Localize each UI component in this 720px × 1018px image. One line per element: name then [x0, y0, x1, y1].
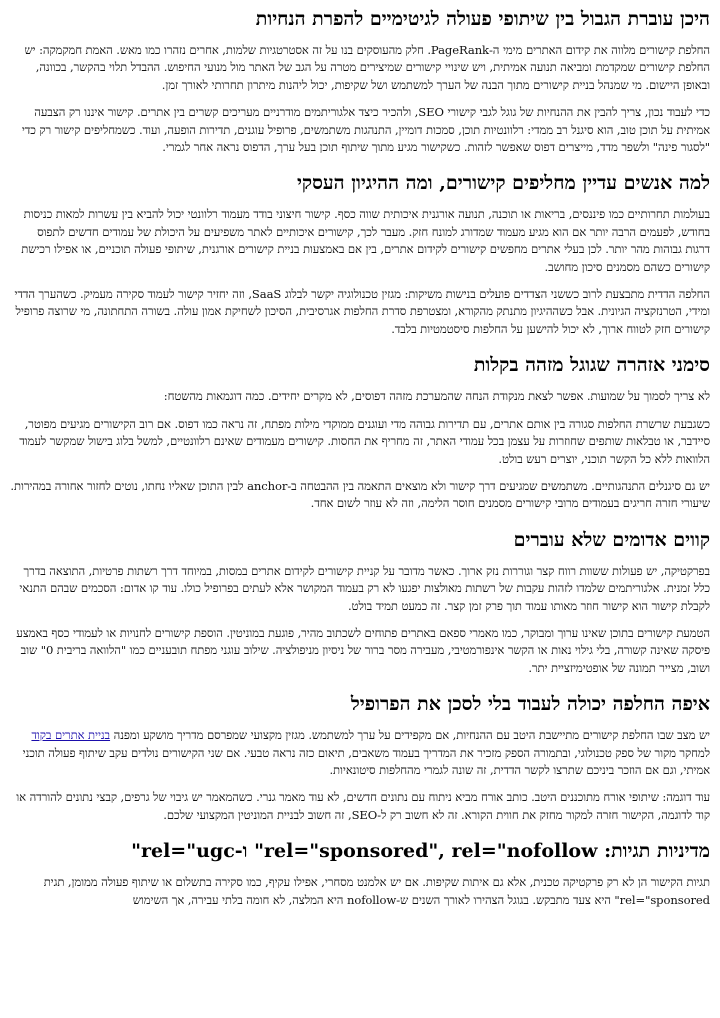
- section-4-paragraph-2: עוד דוגמה: שיתופי אורח מתוכננים היטב. כותב אורח מביא ניתוח עם נתונים חדשים, לא עוד מאמר גנרי. כשהמאמר יש גיבוי של גרפים, קבצי נתונים להורדה או קוד לדוגמה, הקישור חזרה למקור מחזק את חווית הקורא. זה לא חשוב רק ל-SEO, זה חשוב לבניית המוניטין המקצועי שלכם.: [16, 790, 710, 822]
- section-heading-warning-signs: סימני אזהרה שגוגל מזהה בקלות: [473, 354, 710, 377]
- article-title: היכן עוברת הגבול בין שיתופי פעולה לגיטימיים להפרת הנחיות: [255, 8, 710, 30]
- section-heading-red-lines: קווים אדומים שלא עוברים: [513, 528, 710, 551]
- section-3-paragraph-1: בפרקטיקה, יש פעולות ששוות רווח קצר וגוררות נזק ארוך. כאשר מדובר על קניית קישורים לקידום אתרים במסות, במיוחד דרך רשתות פרטיות, התוצאה בדרך כלל זמנית. אלגוריתמים שלמדו לזהות עקבות של רשתות מאולצות יפגעו לא רק בעמוד המקושר אלא לעתים בפרופיל כולו. עוד קו אדום: הסכמים שבהם התנאי לקבלת קישור הוא קישור חוזר מאותו עמוד תוך פרק זמן קצר. זה כמעט תמיד בולט.: [19, 563, 710, 613]
- section-3-paragraph-2: הטמעת קישורים בתוכן שאינו ערוך ומבוקר, כמו מאמרי ספאם באתרים פתוחים לשכתוב מהיר, פוגעת במוניטין. הוספת קישורים לחנויות או לעמודי כסף באמצע פיסקה שאינה קשורה, בלי גילוי נאות או הקשר אינפורמטיבי, מעבירה מסר ברור של ניסיון מניפולציה. שילוב עוגני מפתח תובעניים כמו "הלוואה בריבית 0" שוב ושוב, מצייר תמונה של אופטימיזציית יתר.: [16, 625, 710, 675]
- intro-paragraph-1: החלפת קישורים מלווה את קידום האתרים מימי ה-PageRank. חלק מהעוסקים בנו על זה אסטרטגיות שלמות, אחרים נזהרו כמו מאש. האמת חמקמקה: יש החלפת קישורים שמקדמת ומביאה תנועה אמיתית, ויש שינויי קישורים שמיצירים מטרה על הגב של האתר מול מנועי החיפוש. ההבדל תלוי בהקשר, בכוונה, ובאופן היישום. מי שמנהל בניית קישורים מתוך הבנה של הערך למשתמש ושל שקיפות, יכול ליהנות מיתרון תחרותי לאורך זמן.: [24, 43, 710, 92]
- website-building-link[interactable]: בניית אתרים בקוד: [31, 728, 111, 743]
- section-1-paragraph-2: החלפה הדדית מתבצעת לרוב כששני הצדדים פועלים בנישות משיקות: מגזין טכנולוגיה יקשר לבלוג SaaS, וזה יחזיר קישור לעמוד סקירה מעמיק. כשהערך הדדי ומידי, הטרנזקציה הגיונית. אבל כשההיגיון מתנתק מהקורא, ומצטרפת סדרת החלפות אגרסיבית, הסיכון לשחיקת אמון עולה. בשורה התחתונה, מי שרוצה פרופיל קישורים חזק לטווח ארוך, לא יכול להישען על החלפות סיסטמטיות בלבד.: [14, 287, 710, 336]
- section-heading-why-exchange: למה אנשים עדיין מחליפים קישורים, ומה ההיגיון העסקי: [296, 172, 710, 195]
- section-4-paragraph-1-start: יש מצב שבו החלפת קישורים מתיישבת היטב עם ההנחיות, אם מקפידים על ערך למשתמש. מגזין מקצועי שמפרסם מדריך מושקע ומפנה: [110, 728, 710, 743]
- section-5-paragraph-1: תגיות הקישור הן לא רק פרקטיקה טכנית, אלא גם איתות שקיפות. אם יש אלמנט מסחרי, אפילו עקיף, כמו סקירה בתשלום או שיתוף פעולה ממומן, תגית rel="sponsored" היא צעד מתבקש. בגוגל הצהירו לאורך השנים ש-nofollow היא המלצה, לא חומה בלתי עבירה, אך השימוש: [43, 875, 710, 907]
- intro-paragraph-2: כדי לעבוד נכון, צריך להבין את ההנחיות של גוגל לגבי קישורי SEO, ולהכיר כיצד אלגוריתמים מודרניים מעריכים קשרים בין אתרים. קישור איננו רק הצבעה אמיתית על תוכן טוב, הוא סיגנל רב ממדי: רלוונטיות תוכן, סמכות דומיין, התנהגות משתמשים, פרופיל עוגנים, תדירות הופעה, ועוד. כשמחליפים קישור רק כדי "לסגור פינה" ולשפר מדד, מייצרים דפוס שאפשר לזהות. כשקישור מגיע מתוך שיתוף תוכן בעל ערך, הדפוס נראה אחר לגמרי.: [21, 105, 710, 155]
- section-4-paragraph-1: [10, 727, 710, 779]
- section-2-paragraph-1: לא צריך לסמוך על שמועות. אפשר לצאת מנקודת הנחה שהמערכת מזהה דפוסים, לא מקרים יחידים. כמה דוגמאות מהשטח:: [163, 389, 710, 404]
- section-heading-safe-exchange: איפה החלפה יכולה לעבוד בלי לסכן את הפרופיל: [350, 693, 710, 716]
- section-1-paragraph-1: בעולמות תחרותיים כמו פיננסים, בריאות או תוכנה, תנועה אורגנית איכותית שווה כסף. קישור חיצוני בודד מעמוד רלוונטי יכול להביא בין עשרות למאות כניסות בחודש, לפעמים הרבה יותר אם הוא מגיע מעמוד שמדורג למונח חזק. מעבר לכך, קישורים איכותיים לאתר משפיעים על היכולת של עמודים חדשים לתפוס דרגות גבוהות מהר יותר. לכן בעלי אתרים מחפשים קישורים לקידום אתרים, בין אם באמצעות בניית קישורים אורגנית, שיתופי פעולה תוכניים, או אפילו רכישת קישורים כשהם מסמנים סיכון מחושב.: [21, 207, 710, 274]
- section-heading-rel-tags: מדיניות תגיות: rel="sponsored", rel="nofollow" ו-rel="ugc": [131, 840, 710, 863]
- section-2-paragraph-3: יש גם סיגנלים התנהגותיים. משתמשים שמגיעים דרך קישור ולא מוצאים התאמה בין ההבטחה ב-anchor לבין התוכן שאליו נחתו, נוטים לחזור אחורה במהירות. שיעורי חזרה חריגים בעמודים מרובי קישורים מסמנים חוסר הלימה, וזה לא עוזר לשום אחד.: [10, 478, 710, 511]
- section-2-paragraph-2: כשגבעת שרשרת החלפות סגורה בין אותם אתרים, עם תדירות גבוהה מדי ועוגנים ממוקדי מילות מפתח, זה נראה כמו דפוס. אם רוב הקישורים מגיעים מפוטר, סיידבר, או טבלאות שותפים שחוזרות על עצמן בכל עמודי האתר, זה מחריף את החסות. קישורים מעמודים שאינם רלוונטיים, למשל בלוג בישול שמקשר לעמוד הלוואות ללא כל הקשר תוכני, יוצרים רעש בולט.: [19, 416, 710, 466]
- section-4-paragraph-1-end: למחקר מקור של ספק טכנולוגי, ובתמורה הספק מזכיר את המדריך בעמוד משאבים, תיאום כזה נראה טבעי. אם שני הקישורים נולדים עקב שיתוף פעולה תוכני אמיתי, וגם אם הוזכר ביניכם שתרצו לקשר הדדית, זה שונה לגמרי מהחלפות סיטונאיות.: [22, 745, 710, 777]
